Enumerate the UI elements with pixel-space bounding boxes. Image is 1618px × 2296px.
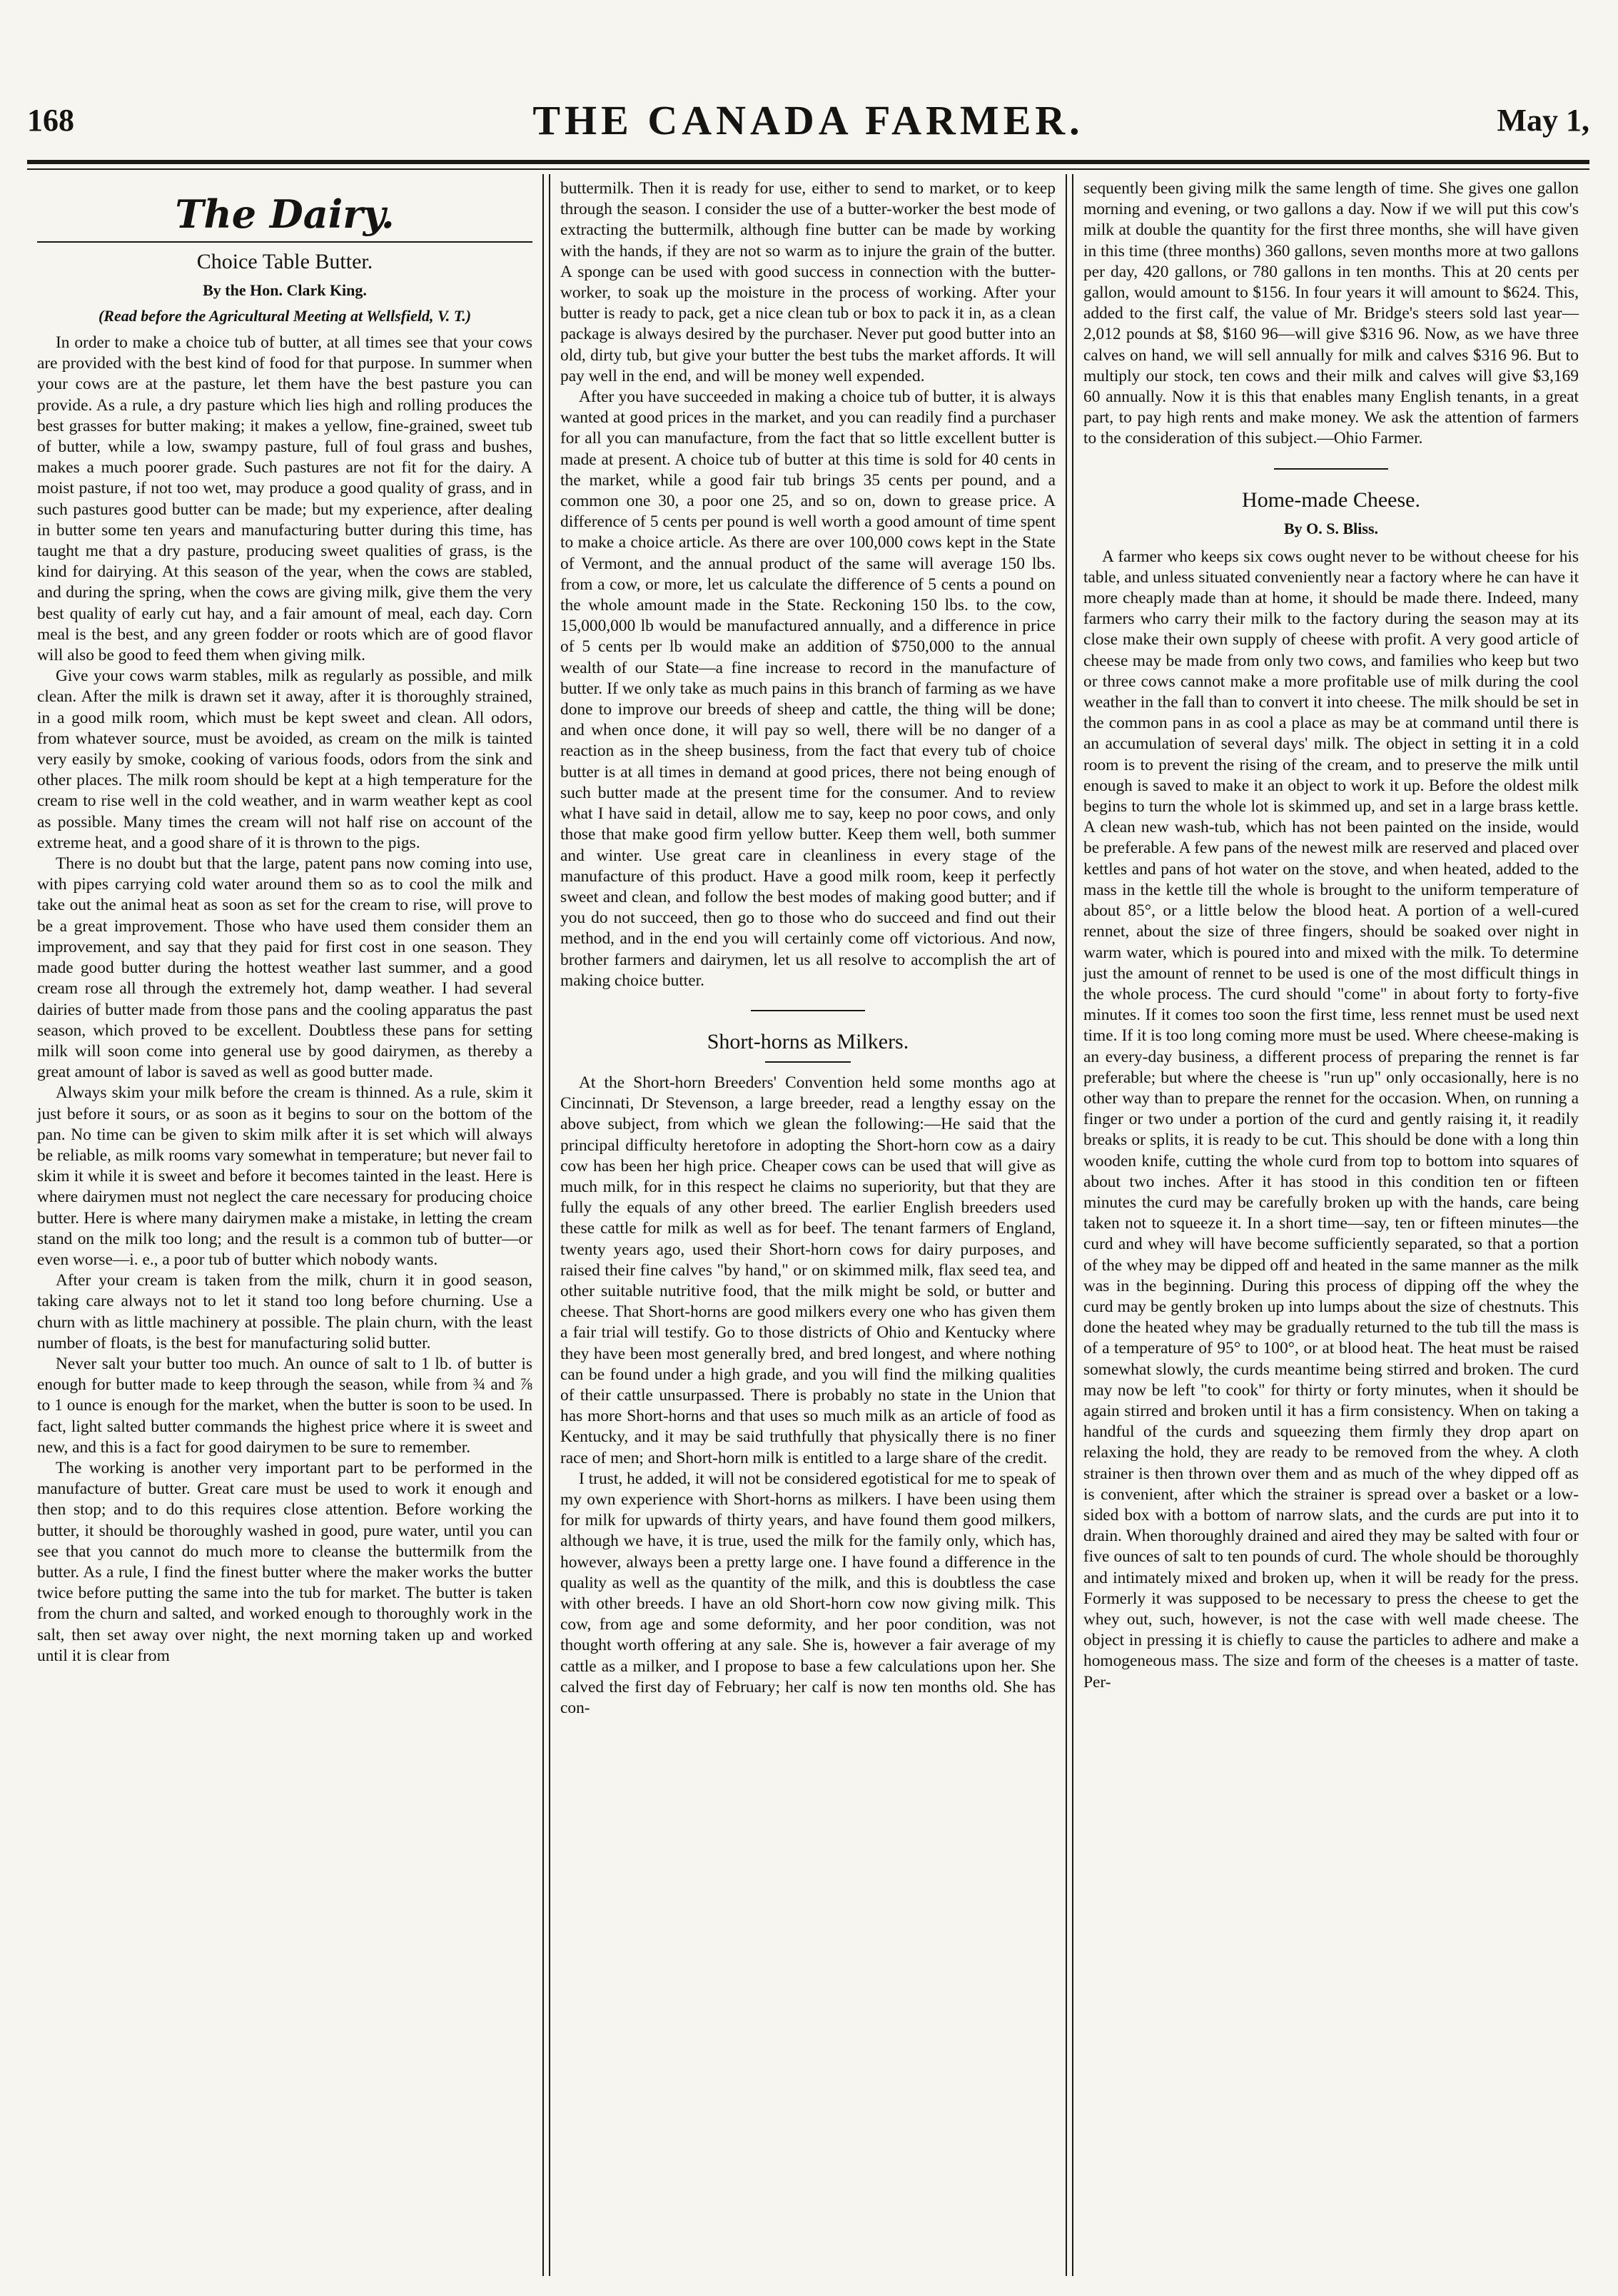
- article-byline-butter: By the Hon. Clark King.: [203, 281, 367, 299]
- article-title-cheese: Home-made Cheese.: [1242, 487, 1420, 512]
- paragraph: Always skim your milk before the cream is thinned. As a rule, skim it just before it sours, or as soon as it begins to sour on the bottom of the pan. No time can be given to skim milk after it is set which will always be reliable, as milk rooms vary somewhat in temperature; but never fail to skim it while it is sweet and before it becomes tainted in the least. Here is where dairymen must not neglect the care necessary for producing choice butter. Here is where many dairymen make a mistake, in letting the cream stand on the milk too long; and the result is a common tub of butter—or even worse—i. e., a poor tub of butter which nobody wants.: [37, 1083, 532, 1269]
- paragraph: In order to make a choice tub of butter, at all times see that your cows are provided with the best kind of food for that purpose. In summer when your cows are at the pasture, let them have the best pasture you can provide. As a rule, a dry pasture which lies high and rolling produces the best grasses for butter making; it makes a yellow, fine-grained, sweet tub of butter, while a low, swampy pasture, full of foul grass and bushes, makes a much poorer grade. Such pastures are not fit for the dairy. A moist pasture, if not too wet, may produce a good quality of grass, and in such pastures good butter can be made; but my experience, after dealing in butter some ten years and manufacturing butter during this time, has taught me that a dry pasture, producing sweet qualities of grass, is the kind for dairying. At this season of the year, when the cows are stabled, and during the spring, when the cows are giving milk, give them the very best quality of early cut hay, and a fair amount of meal, each day. Corn meal is the best, and any green fodder or roots which are of good flavor will also be good to feed them when giving milk.: [37, 333, 532, 665]
- article-byline-cheese: By O. S. Bliss.: [1283, 519, 1379, 537]
- article-title-shorthorns: Short-horns as Milkers.: [707, 1029, 909, 1053]
- column-rule: [1066, 174, 1073, 2276]
- masthead-rule-thin: [27, 168, 1589, 170]
- divider: [1274, 468, 1388, 470]
- divider: [37, 241, 532, 243]
- divider: [765, 1061, 851, 1063]
- paragraph: After your cream is taken from the milk, churn it in good season, taking care always not to let it stand too long before churning. Use a churn with as little machinery at possible. The plain churn, with the least number of floats, is the best for manufacturing solid butter.: [37, 1271, 532, 1352]
- issue-date: May 1,: [1497, 102, 1589, 138]
- paragraph: buttermilk. Then it is ready for use, either to send to market, or to keep through the season. I consider the use of a butter-worker the best mode of extracting the buttermilk, although fine butter can be made by working with the hands, if they are not so warm as to injure the grain of the butter. A sponge can be used with good success in connection with the butter-worker, to soak up the moisture in the process of working. After your butter is ready to pack, get a nice clean tub or box to pack it in, as a clean package is always desired by the purchaser. Never put good butter into an old, dirty tub, but give your butter the best tubs the market affords. It will pay well in the end, and will be money well expended.: [560, 179, 1056, 385]
- paragraph: After you have succeeded in making a choice tub of butter, it is always wanted at good prices in the market, and you can readily find a purchaser for all you can manufacture, from the fact that so little excellent butter is made at present. A choice tub of butter at this time is sold for 40 cents in the market, while a good fair tub brings 35 cents per pound, and a common one 30, a poor one 25, and so on, down to grease price. A difference of 5 cents per pound is well worth a good amount of time spent to make a choice article. As there are over 100,000 cows kept in the State of Vermont, and the annual product of the same will average 150 lbs. from a cow, or more, let us calculate the difference of 5 cents a pound on the whole amount made in the State. Reckoning 150 lbs. to the cow, 15,000,000 lb would be manufactured annually, and a difference in price of 5 cents per lb would make an addition of $750,000 to the annual wealth of our State—a fine increase to record in the manufacture of butter. If we only take as much pains in this branch of farming as we have done to improve our breeds of sheep and cattle, the thing will be done; and when once done, it will pay so well, there will be no danger of a reaction as in the sheep business, from the fact that every tub of choice butter is at all times in demand at good prices, there not being enough of such butter made at the present time for the consumer. And to review what I have said in detail, allow me to say, keep no poor cows, and only those that make good firm yellow butter. Keep them well, both summer and winter. Use great care in cleanliness in every stage of the manufacture of this product. Have a good milk room, keep it perfectly sweet and clean, and follow the best modes of making good butter; and if you do not succeed, then go to those who do succeed and find out their method, and in the end you will certainly come off victorious. And now, brother farmers and dairymen, let us all resolve to accomplish the art of making choice butter.: [560, 388, 1056, 990]
- paragraph: There is no doubt but that the large, patent pans now coming into use, with pipes carrying cold water around them so as to cool the milk and take out the animal heat as soon as set for the cream to rise, will prove to be a great improvement. Those who have used them consider them an improvement, and say that they paid for first cost in one season. They made good butter during the hottest weather last summer, and a good cream rose all through the extremely hot, damp weather. I had several dairies of butter made from those pans and the cooling apparatus the past season, which proved to be excellent. Doubtless these pans for setting milk will soon come into general use by good dairymen, as thereby a great amount of labor is saved as well as good butter made.: [37, 854, 532, 1082]
- paragraph: I trust, he added, it will not be considered egotistical for me to speak of my own experience with Short-horns as milkers. I have been using them for milk for upwards of thirty years, and have found them good milkers, although we have, it is true, used the milk for the family only, which has, however, always been a pretty large one. I have found a difference in the quality as well as the quantity of the milk, and this is doubtless the case with other breeds. I have an old Short-horn cow now giving milk. This cow, from age and some deformity, and her poor condition, was not thought worth offering at any sale. She is, however a fair average of my cattle as a milker, and I propose to base a few calculations upon her. She calved the first day of February; her calf is now ten months old. She has con-: [560, 1469, 1056, 1718]
- masthead: [27, 84, 1589, 156]
- column-1: [27, 174, 542, 2276]
- page-number: 168: [27, 102, 74, 138]
- divider: [751, 1010, 865, 1011]
- paragraph: Never salt your butter too much. An ounce of salt to 1 lb. of butter is enough for butter made to keep through the season, while from ¾ and ⅞ to 1 ounce is enough for the market, when the butter is soon to be used. In fact, light salted butter commands the highest price where it is sweet and new, and this is a fact for good dairymen to be sure to remember.: [37, 1354, 532, 1457]
- paragraph: Give your cows warm stables, milk as regularly as possible, and milk clean. After the milk is drawn set it away, after it is thoroughly strained, in a good milk room, which must be kept sweet and clean. All odors, from whatever source, must be avoided, as cream on the milk is tainted very easily by smoke, cooking of various foods, odors from the sink and other places. The milk room should be kept at a high temperature for the cream to rise well in the cold weather, and in warm weather kept as cool as possible. Many times the cream will not half rise on account of the extreme heat, and a good share of it is thrown to the pigs.: [37, 667, 532, 852]
- columns: [27, 174, 1589, 2276]
- article-title-butter: Choice Table Butter.: [196, 250, 373, 273]
- paragraph: A farmer who keeps six cows ought never to be without cheese for his table, and unless situated conveniently near a factory where he can have it more cheaply made than at home, it should be made there. Indeed, many farmers who carry their milk to the factory during the season may at its close make their own supply of cheese with profit. A very good article of cheese may be made from only two cows, and families who keep but two or three cows cannot make a more profitable use of milk during the cool weather in the fall than to convert it into cheese. The milk should be set in the common pans in as cool a place as may be at command until there is an accumulation of several days' milk. The object in setting it in a cold room is to prevent the rising of the cream, and to preserve the milk until enough is saved to make it an object to work it up. Before the oldest milk begins to turn the whole lot is skimmed up, and set in a large brass kettle. A clean new wash-tub, which has not been painted on the inside, would be preferable. A few pans of the newest milk are reserved and placed over kettles and pans of hot water on the stove, and when heated, added to the mass in the kettle till the whole is brought to the uniform temperature of about 85°, or a little below the blood heat. A portion of a well-cured rennet, about the size of three fingers, should be soaked over night in warm water, which is poured into and mixed with the milk. To determine just the amount of rennet to be used is one of the most difficult things in the whole process. The curd should "come" in about forty to forty-five minutes. If it comes too soon the first time, less rennet must be used next time. If it is too long coming more must be used. Where cheese-making is an every-day business, a different process of preparing the rennet is far preferable; but where the cheese is "run up" only occasionally, here is no other way than to prepare the rennet for the occasion. When, on running a finger or two under a portion of the curd and gently raising it, it readily breaks or splits, it is ready to be cut. This should be done with a long thin wooden knife, cutting the whole curd from top to bottom into squares of about two inches. After it has stood in this condition ten or fifteen minutes the curd may be carefully broken up with the hands, care being taken not to squeeze it. In a short time—say, ten or fifteen minutes—the curd and whey will have become sufficiently separated, so that a portion of the whey may be dipped off and heated in the same manner as the milk was in the beginning. During this process of dipping off the whey the curd may be gently broken up into lumps about the size of chestnuts. This done the heated whey may be gradually returned to the tub till the mass is of a temperature of 95° to 100°, or at blood heat. The heat must be raised somewhat slowly, the curds meantime being stirred and broken. The curd may now be left "to cook" for thirty or forty minutes, when it should be again stirred and broken until it has a firm consistency. When on taking a handful of the curds and squeezing them firmly they drop apart on relaxing the hold, they are ready to be removed from the whey. A cloth strainer is then thrown over them and as much of the whey dipped off as is convenient, after which the strainer is spread over a basket or a low-sided box with a bottom of narrow slats, and the curds are put into it to drain. When thoroughly drained and aired they may be salted with four or five ounces of salt to ten pounds of curd. The whole should be thoroughly and intimately mixed and broken up, when it will be ready for the press. Formerly it was supposed to be necessary to press the cheese to get the whey out, such, however, is not the case with well made cheese. The object in pressing it is chiefly to cause the particles to adhere and make a homogeneous mass. The size and form of the cheeses is a matter of taste. Per-: [1083, 547, 1579, 1691]
- paragraph: At the Short-horn Breeders' Convention held some months ago at Cincinnati, Dr Stevenson, a large breeder, read a lengthy essay on the above subject, from which we glean the following:—He said that the principal difficulty heretofore in adopting the Short-horn cow as a dairy cow has been her high price. Cheaper cows can be used that will give as much milk, for in this respect he claims no superiority, but that they are fully the equals of any other breed. The earlier English breeders used these cattle for milk as well as for beef. The tenant farmers of England, twenty years ago, used their Short-horn cows for dairy purposes, and raised their fine calves "by hand," or on skimmed milk, flax seed tea, and other suitable nutritive food, that the milk might be sold, or butter and cheese. That Short-horns are good milkers every one who has given them a fair trial will testify. Go to those districts of Ohio and Kentucky where they have been most generally bred, and bred longest, and where nothing can be found under a high grade, and you will find the milking qualities of their cattle unsurpassed. There is probably no state in the Union that has more Short-horns and that uses so much milk as an article of food as Kentucky, and it may be said truthfully that physically there is no finer race of men; and Short-horn milk is entitled to a large share of the credit.: [560, 1073, 1056, 1467]
- column-3: [1073, 174, 1589, 2276]
- paragraph: The working is another very important part to be performed in the manufacture of butter. Great care must be used to work it enough and then stop; and to do this requires close attention. Before working the butter, it should be thoroughly washed in good, pure water, until you can see that you cannot do much more to cleanse the buttermilk from the butter. As a rule, I find the finest butter where the maker works the butter twice before putting the same into the tub for market. The butter is taken from the churn and salted, and worked enough to thoroughly work in the salt, then set away over night, the next morning taken up and worked until it is clear from: [37, 1458, 532, 1665]
- masthead-rule: [27, 160, 1589, 164]
- newspaper-title: THE CANADA FARMER.: [532, 96, 1084, 143]
- department-heading: The Dairy.: [175, 191, 395, 237]
- paragraph: sequently been giving milk the same length of time. She gives one gallon morning and evening, or two gallons a day. Now if we will put this cow's milk at double the quantity for the first three months, she will have given in this time (three months) 360 gallons, seven months more at two gallons per day, 420 gallons, or 780 gallons in ten months. This at 20 cents per gallon, would amount to $156. In four years it will amount to $624. This, added to the first calf, the value of Mr. Bridge's steers sold last year—2,012 pounds at $8, $160 96—will give $316 96. Now, as we have three calves on hand, we will sell annually for milk and calves $316 96. But to multiply our stock, ten cows and their milk and calves will give $3,169 60 annually. Now it is this that enables many English tenants, in a great part, to pay high rents and make money. We ask the attention of farmers to the consideration of this subject.—Ohio Farmer.: [1083, 179, 1579, 448]
- column-rule: [542, 174, 550, 2276]
- column-2: [550, 174, 1066, 2276]
- article-note-butter: (Read before the Agricultural Meeting at Wellsfield, V. T.): [98, 307, 472, 325]
